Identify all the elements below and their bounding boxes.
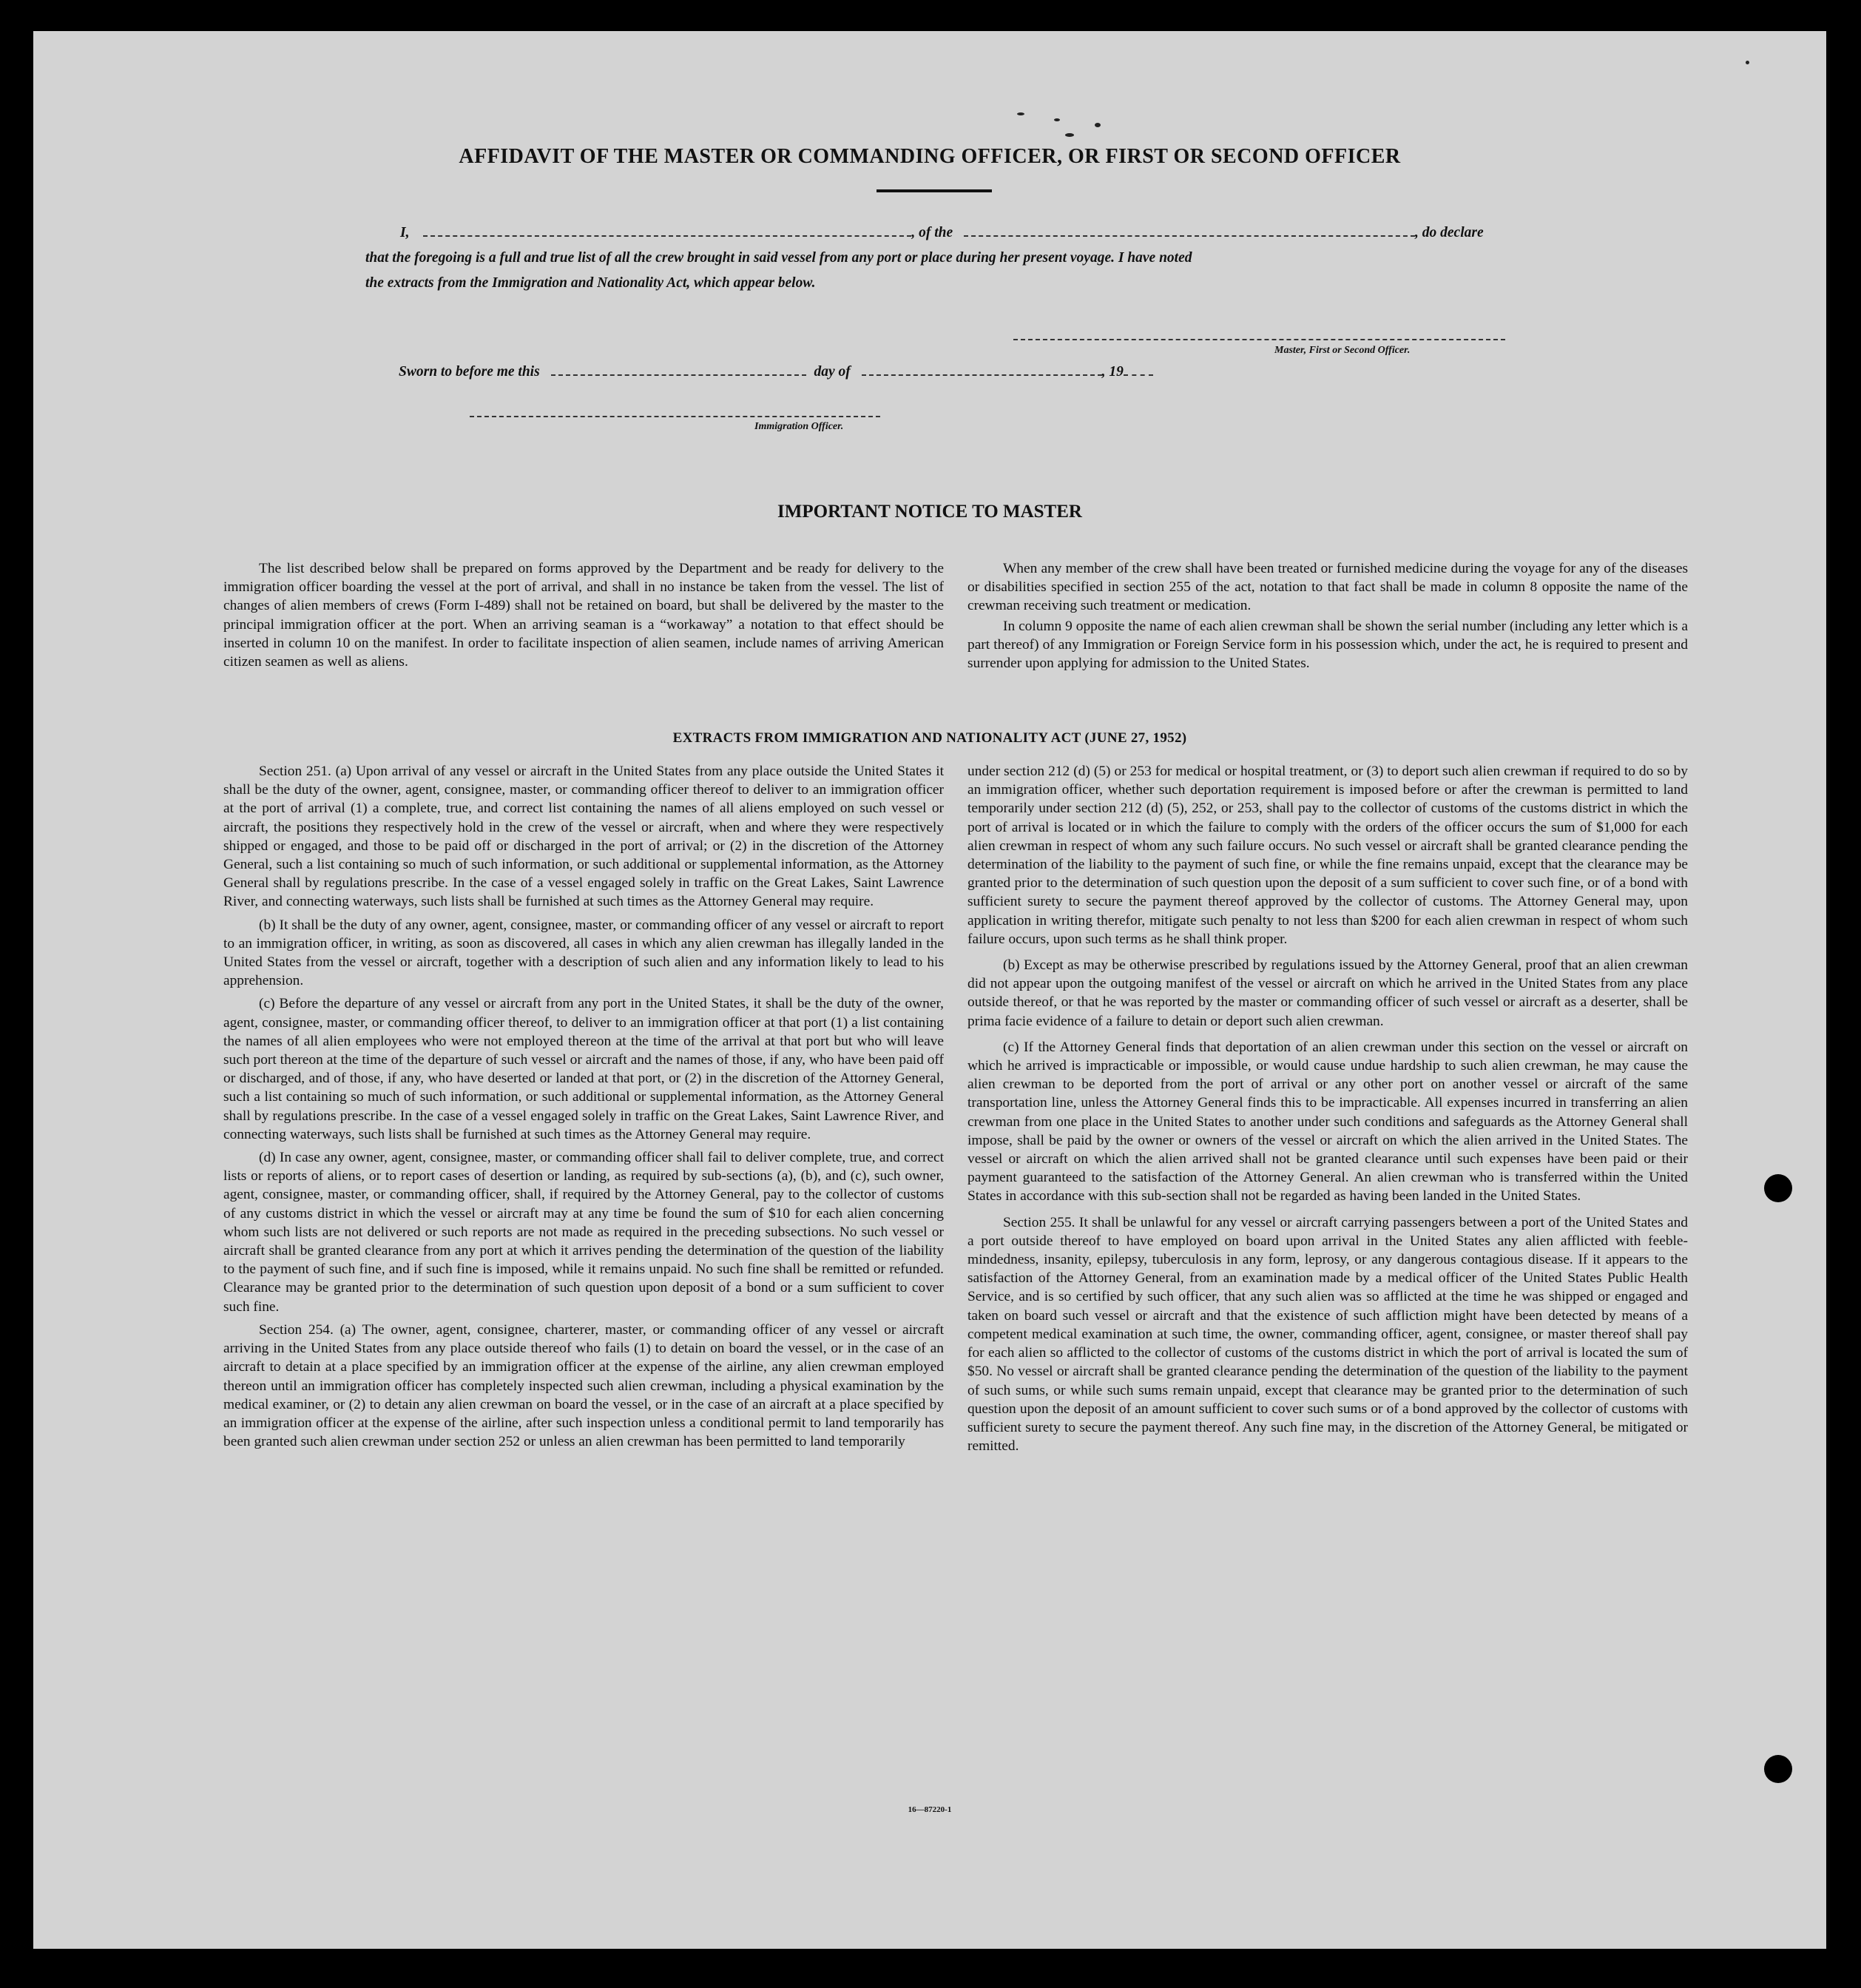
sworn-line xyxy=(399,364,1153,380)
extracts-title: EXTRACTS FROM IMMIGRATION AND NATIONALITY ACT (JUNE 27, 1952) xyxy=(672,730,1187,746)
declaration-line-2: that the foregoing is a full and true list of all the crew brought in said vessel from any port or place during her present voyage. I have noted xyxy=(365,250,1192,266)
section-254c: (c) If the Attorney General finds that deportation of an alien crewman under this section on the vessel or aircraft on which he arrived is impracticable or impossible, or would cause undue hardship to such alien crewman, he may cause the alien crewman to be deported from the port of arrival or any other port on another vessel or aircraft of the same transportation line, unless the Attorney General finds this to be impracticable. All expenses incurred in transferring an alien crewman from one place in the United States to another under such conditions and safeguards as the Attorney General shall impose, shall be paid by the owner or owners of the vessel or aircraft on which the alien arrived in the United States. The vessel or aircraft on which the alien arrived shall not be granted clearance until such expenses have been paid or their payment guaranteed to the satisfaction of the Attorney General. An alien crewman who is transferred within the United States in accordance with this sub-section shall not be regarded as having been landed in the United States. xyxy=(967,1039,1688,1204)
declaration-line-3: the extracts from the Immigration and Nationality Act, which appear below. xyxy=(365,275,816,291)
notice-paragraph: When any member of the crew shall have been treated or furnished medicine during the voyage for any of the diseases or disabilities specified in section 255 of the act, notation to that fact shall be made in column 8 opposite the name of the crewman receiving such treatment or medication. xyxy=(967,561,1688,614)
year-blank xyxy=(1124,370,1153,376)
print-speck xyxy=(1746,61,1749,64)
sworn-day-blank xyxy=(551,370,806,376)
print-speck xyxy=(1054,118,1060,121)
master-signature-line xyxy=(1013,334,1505,340)
officer-signature-line xyxy=(470,411,880,417)
year-label: , 19 xyxy=(1101,364,1124,380)
print-speck xyxy=(1065,133,1074,137)
name-blank xyxy=(423,231,911,237)
extracts-left-column xyxy=(223,762,944,1455)
print-speck xyxy=(1017,112,1024,115)
day-of-label: day of xyxy=(814,364,851,380)
section-251a: Section 251. (a) Upon arrival of any vessel or aircraft in the United States from any place outside the United States it shall be the duty of the owner, agent, consignee, master, or commanding officer thereof to deliver to an immigration officer at the port of arrival (1) a complete, true, and correct list containing the names of all aliens employed on such vessel or aircraft, the positions they respectively hold in the crew of the vessel or aircraft, when and where they were respectively shipped or engaged, and those to be paid off or discharged in the port of arrival; or (2) in the discretion of the Attorney General, such a list containing so much of such information, or such additional or supplemental information, as the Attorney General shall by regulations prescribe. In the case of a vessel engaged solely in traffic on the Great Lakes, Saint Lawrence River, and connecting waterways, such lists shall be furnished at such times as the Attorney General may require. xyxy=(223,764,944,910)
of-the-label: , of the xyxy=(911,225,953,240)
section-254a-continued: under section 212 (d) (5) or 253 for medical or hospital treatment, or (3) to deport such alien crewman if required to do so by an immigration officer, whether such deportation requirement is imposed before or after the crewman is permitted to land temporarily under section 212 (d) (5), 252, or 253, shall pay to the collector of customs of the customs district in which the port of arrival is located or in which the failure to comply with the orders of the officer occurs the sum of $1,000 for each alien crewman in respect of whom any such failure occurs. No such vessel or aircraft shall be granted clearance pending the determination of the liability to the payment of such fine, or while the fine remains unpaid, except that the clearance may be granted prior to the determination of such question upon the deposit of a sum sufficient to cover such fine, or of a bond with sufficient surety to secure the payment thereof approved by the collector of customs. The Attorney General may, upon application in writing therefor, mitigate such penalty to not less than $200 for each alien crewman in respect of whom such failure occurs, upon such terms as he shall think proper. xyxy=(967,764,1688,947)
document-page xyxy=(33,31,1826,1949)
notice-title: IMPORTANT NOTICE TO MASTER xyxy=(777,502,1082,522)
vessel-blank xyxy=(964,231,1415,237)
section-251b: (b) It shall be the duty of any owner, agent, consignee, master, or commanding officer of any vessel or aircraft to report to an immigration officer, in writing, as soon as discovered, all cases in which any alien crewman has illegally landed in the United States from the vessel or aircraft, together with a description of such alien and any information likely to lead to his apprehension. xyxy=(223,917,944,989)
month-blank xyxy=(862,370,1102,376)
i-label: I, xyxy=(400,225,410,240)
punch-hole xyxy=(1764,1174,1792,1202)
section-255: Section 255. It shall be unlawful for any vessel or aircraft carrying passengers between a port of the United States and a port outside thereof to have employed on board upon arrival in the United States any alien afflicted with feeble-mindedness, insanity, epilepsy, tuberculosis in any form, leprosy, or any dangerous contagious disease. If it appears to the satisfaction of the Attorney General, from an examination made by a medical officer of the United States Public Health Service, and is so certified by such officer, that any such alien was so afflicted at the time he was shipped or engaged and taken on board such vessel or aircraft and that the existence of such affliction might have been detected by means of a competent medical examination at such time, the owner, commanding officer, agent, consignee, or master thereof shall pay for each alien so afflicted to the collector of customs of the customs district in which the port of arrival is located the sum of $50. No vessel or aircraft shall be granted clearance pending the determination of the question of the liability to the payment of such sums, or while such sums remain unpaid, except that clearance may be granted prior to the determination of such question upon the deposit of an amount sufficient to cover such sums or of a bond approved by the collector of customs with sufficient surety to secure the payment thereof. Any such fine may, in the discretion of the Attorney General, be mitigated or remitted. xyxy=(967,1214,1688,1455)
master-signature-label: Master, First or Second Officer. xyxy=(1274,345,1411,356)
section-251c: (c) Before the departure of any vessel or aircraft from any port in the United States, it shall be the duty of the owner, agent, consignee, master, or commanding officer thereof, to deliver to an immigration officer at that port (1) a list containing the names of all alien employees who were not employed thereon at the time of the arrival at that port but who will leave such port thereon at the time of the departure of such vessel or aircraft and the names of those, if any, who have been paid off or discharged, and of those, if any, who have deserted or landed at that port, or (2) in the discretion of the Attorney General, such a list containing so much of such information, or such additional or supplemental information, as the Attorney General shall by regulations prescribe. In the case of a vessel engaged solely in traffic on the Great Lakes, Saint Lawrence River, and connecting waterways, such lists shall be furnished at such times as the Attorney General may require. xyxy=(223,996,944,1142)
section-251d: (d) In case any owner, agent, consignee, master, or commanding officer shall fail to deliver complete, true, and correct lists or reports of aliens, or to report cases of desertion or landing, as required by sub-sections (a), (b), and (c), such owner, agent, consignee, master, or commanding officer, shall, if required by the Attorney General, pay to the collector of customs of any customs district in which the vessel or aircraft may at any time be found the sum of $10 for each alien concerning whom such lists are not delivered or such reports are not made as required in the preceding subsections. No such vessel or aircraft shall be granted clearance from any port at which it arrives pending the determination of the question of the liability to the payment of such fine, and if such fine is imposed, while it remains unpaid. No such fine shall be remitted or refunded. Clearance may be granted prior to the determination of such question upon deposit of a bond or a sum sufficient to cover such fine. xyxy=(223,1150,944,1315)
form-number: 16—87220-1 xyxy=(908,1805,952,1814)
do-declare-label: , do declare xyxy=(1415,225,1484,240)
extracts-right-column xyxy=(967,762,1688,1460)
print-speck xyxy=(1095,123,1101,127)
section-254a: Section 254. (a) The owner, agent, consignee, charterer, master, or commanding officer of any vessel or aircraft arriving in the United States from any place outside thereof who fails (1) to detain on board the vessel, or in the case of an aircraft to detain at a place specified by an immigration officer at the expense of the airline, any alien crewman employed thereon until an immigration officer has completely inspected such alien crewman, including a physical examination by the medical examiner, or (2) to detain any alien crewman on board the vessel, or in the case of an aircraft at a place specified by an immigration officer at the expense of the airline, after such inspection unless a conditional permit to land temporarily has been granted such alien crewman under section 252 or unless an alien crewman has been permitted to land temporarily xyxy=(223,1321,944,1450)
notice-paragraph: The list described below shall be prepared on forms approved by the Department and be ready for delivery to the immigration officer boarding the vessel at the port of arrival, and shall in no instance be taken from the vessel. The list of changes of alien members of crews (Form I-489) shall not be retained on board, but shall be delivered by the master to the principal immigration officer at the port. When an arriving seaman is a “workaway” a notation to that effect should be inserted in column 10 on the manifest. In order to facilitate inspection of alien seamen, include names of arriving American citizen seamen as well as aliens. xyxy=(223,561,944,670)
notice-paragraph: In column 9 opposite the name of each alien crewman shall be shown the serial number (including any letter which is a part thereof) of any Immigration or Foreign Service form in his possession which, under the act, he is required to present and surrender upon applying for admission to the United States. xyxy=(967,618,1688,672)
punch-hole xyxy=(1764,1755,1792,1783)
notice-left-column xyxy=(223,559,944,675)
officer-signature-label: Immigration Officer. xyxy=(754,421,844,432)
section-254b: (b) Except as may be otherwise prescribed by regulations issued by the Attorney General, proof that an alien crewman did not appear upon the outgoing manifest of the vessel or aircraft on which he arrived in the United States from any place outside thereof, or that he was reported by the master or commanding officer of such vessel or aircraft as a deserter, shall be prima facie evidence of a failure to detain or deport such alien crewman. xyxy=(967,957,1688,1029)
declaration-line-1 xyxy=(400,225,1484,241)
notice-right-column xyxy=(967,559,1688,677)
affidavit-title: AFFIDAVIT OF THE MASTER OR COMMANDING OFFICER, OR FIRST OR SECOND OFFICER xyxy=(459,145,1401,168)
sworn-label: Sworn to before me this xyxy=(399,364,540,380)
title-rule xyxy=(877,189,992,192)
